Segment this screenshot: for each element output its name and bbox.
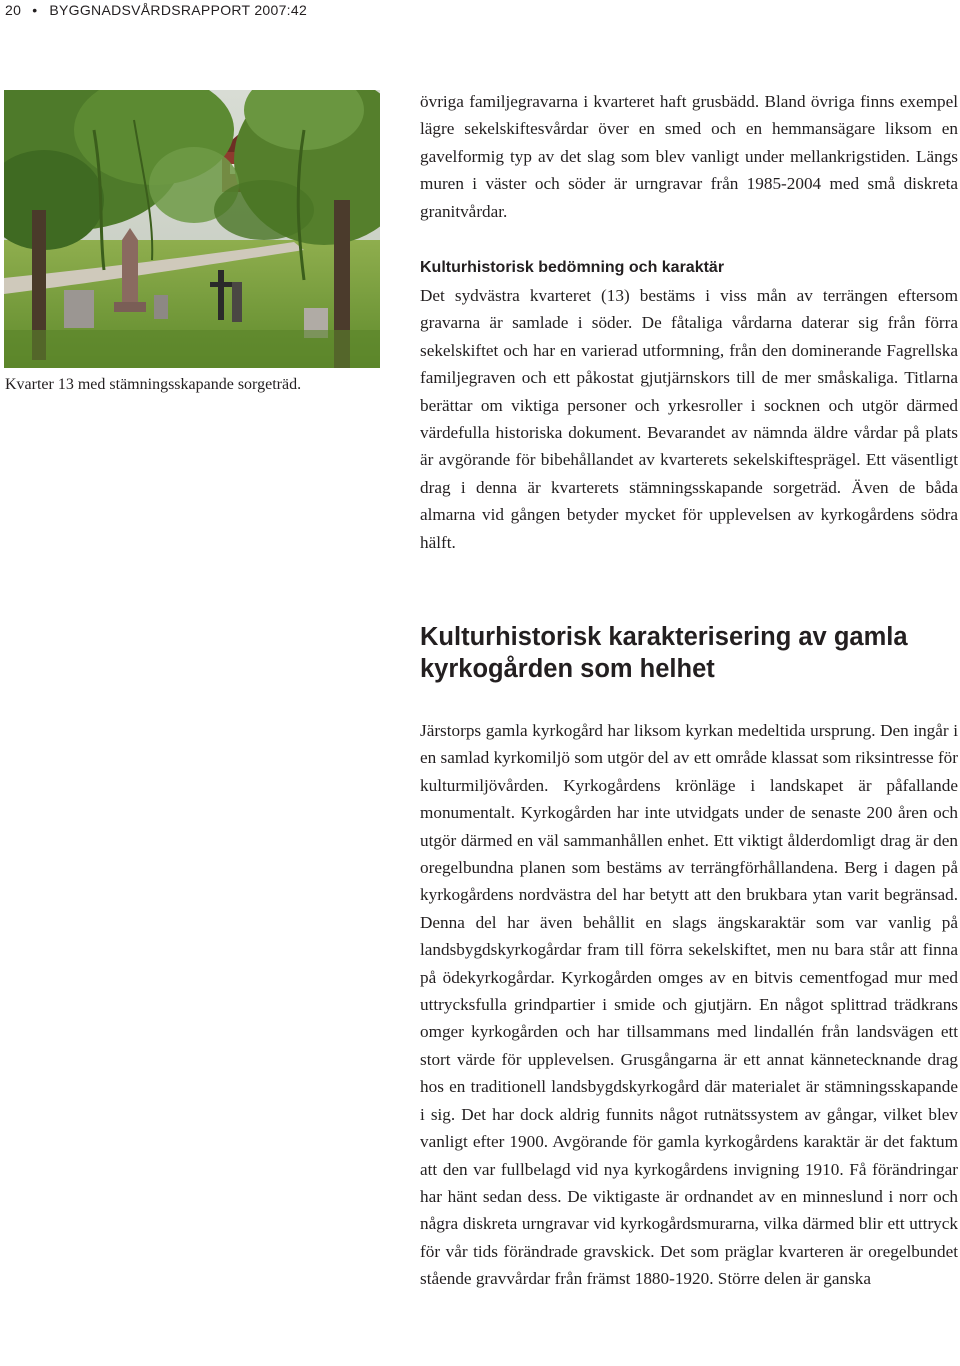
section-heading: Kulturhistorisk bedömning och karaktär xyxy=(420,259,725,276)
section-characterization xyxy=(420,621,958,685)
main-heading-line-1: Kulturhistorisk karakterisering av gamla xyxy=(420,623,908,651)
cemetery-photo xyxy=(4,90,380,368)
body-paragraph: Järstorps gamla kyrkogård har liksom kyrkan medeltida ursprung. Den ingår i en samlad kyrkomiljö som utgör del av ett område klassat som riksintresse för kulturmiljövården. Kyrkogårdens krönläge i landskapet är påfallande monumentalt. Kyrkogården har inte utvidgats under de senaste 200 åren och utgör därmed en väl sammanhållen enhet. Ett viktigt ålderdomligt drag är den oregelbundna planen som bestäms av terrängförhållandena. Berg i dagen på kyrkogårdens nordvästra del har betytt att den brukbara ytan varit begränsad. Denna del har även behållit en slags ängskaraktär som var vanlig på landsbygdskyrkogårdar fram till förra sekelskiftet, men nu bara står att finna på ödekyrkogårdar. Kyrkogården omges av en bitvis cementfogad mur med uttrycksfulla grindpartier i smide och gjutjärn. En något splittrad trädkrans omger kyrkogården och har tillsammans med lindallén från landsvägen ett stort värde för upplevelsen. Grusgångarna är ett annat kännetecknande drag hos en traditionell landsbygdskyrkogård där materialet är stämningsskapande i sig. Det har dock aldrig funnits något rutnätssystem av gångar, vilket blev vanligt efter 1900. Avgörande för gamla kyrkogårdens karaktär är det faktum att den var fullbelagd vid nya kyrkogårdens invigning 1910. Få förändringar har hänt sedan dess. De viktigaste är ordnandet av en minneslund i norr och några diskreta urngravar vid kyrkogårdsmurarna, vilka därmed blir ett uttryck för vår tids förändrade gravskick. Det som präglar kvarteren är oregelbundet stående gravvårdar från främst 1880-1920. Större delen är ganska xyxy=(420,721,958,1289)
intro-block xyxy=(420,88,958,225)
intro-paragraph: övriga familjegravarna i kvarteret haft grusbädd. Bland övriga finns exempel lägre sekelskiftesvårdar över en smed och en hemmansägare liksom en gavelformig typ av det slag som blev vanligt under mellankrigstiden. Längs muren i väster och söder är urngravar från 1985-2004 med små diskreta granitvårdar. xyxy=(420,92,958,221)
page-number: 20 xyxy=(5,2,22,18)
main-heading xyxy=(420,621,958,685)
running-title: BYGGNADSVÅRDSRAPPORT 2007:42 xyxy=(49,2,308,18)
running-header xyxy=(5,0,505,20)
header-separator: • xyxy=(32,2,38,18)
main-heading-line-2: kyrkogården som helhet xyxy=(420,655,715,683)
section-assessment xyxy=(420,257,958,556)
characterization-body xyxy=(420,717,958,1293)
section-paragraph: Det sydvästra kvarteret (13) bestäms i viss mån av terrängen eftersom gravarna är samlade i söder. De fåtaliga vårdarna daterar sig från förra sekelskiftet och har en varierad utformning, från den dominerande Fagrellska familjegraven och ett påkostat gjutjärnskors till de mer småskaliga. Titlarna berättar om viktiga personer och yrkesroller i socknen och utgör därmed värdefulla historiska dokument. Bevarandet av nämnda äldre vårdar på plats är avgörande för bibehållandet av kvarterets sekelskiftesprägel. Ett väsentligt drag i denna är kvarterets stämningsskapande sorgeträd. Även de båda almarna vid gången betyder mycket för upplevelsen av kyrkogårdens södra hälft. xyxy=(420,286,958,552)
figure-caption: Kvarter 13 med stämningsskapande sorgeträd. xyxy=(5,376,302,393)
